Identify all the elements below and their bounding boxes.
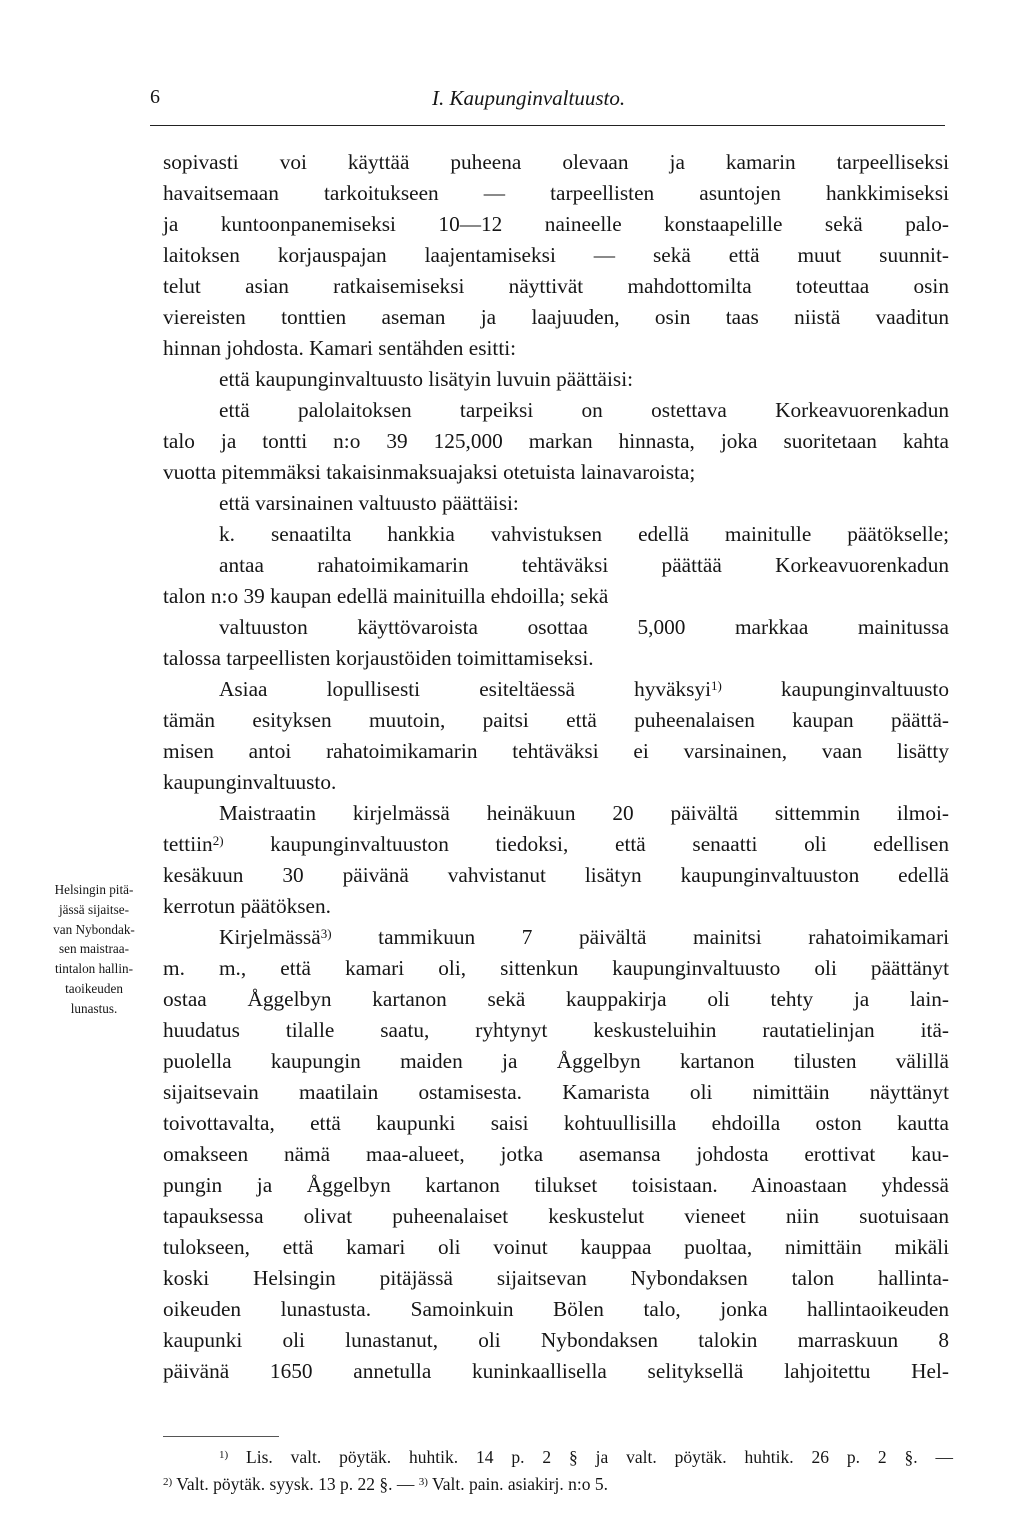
- text-segment: päivänä 1650 annetulla kuninkaallisella selityksellä lahjoitettu Hel-: [163, 1359, 949, 1383]
- margin-note-line: tintalon hallin-: [54, 961, 133, 977]
- text-line: [163, 457, 949, 488]
- footnote-marker: 3): [418, 1476, 428, 1488]
- text-segment: kaupunginvaltuusto: [721, 677, 949, 701]
- text-line: [163, 612, 949, 643]
- text-segment: antaa rahatoimikamarin tehtäväksi päättää Korkeavuorenkadun: [219, 553, 949, 577]
- text-segment: sijaitsevain maatilain ostamisesta. Kamarista oli nimittäin näyttänyt: [163, 1080, 949, 1104]
- text-segment: toivottavalta, että kaupunki saisi kohtuullisilla ehdoilla oston kautta: [163, 1111, 949, 1135]
- text-line: [163, 550, 949, 581]
- footnote-marker: 2): [163, 1476, 173, 1488]
- text-line: [163, 302, 949, 333]
- body-text: [163, 147, 949, 1387]
- text-line: [163, 736, 949, 767]
- text-segment: kaupunginvaltuusto.: [163, 770, 337, 794]
- text-segment: kesäkuun 30 päivänä vahvistanut lisätyn kaupunginvaltuuston edellä: [163, 863, 949, 887]
- text-segment: kaupunki oli lunastanut, oli Nybondaksen talokin marraskuun 8: [163, 1328, 949, 1352]
- text-line: [163, 1232, 949, 1263]
- margin-note-line: lunastus.: [70, 1000, 118, 1016]
- text-segment: talon n:o 39 kaupan edellä mainituilla ehdoilla; sekä: [163, 584, 609, 608]
- text-segment: että palolaitoksen tarpeiksi on ostettava Korkeavuorenkadun: [219, 398, 949, 422]
- text-line: [163, 984, 949, 1015]
- text-line: [163, 240, 949, 271]
- text-segment: havaitsemaan tarkoitukseen — tarpeellisten asuntojen hankkimiseksi: [163, 181, 949, 205]
- text-segment: talossa tarpeellisten korjaustöiden toimittamiseksi.: [163, 646, 594, 670]
- text-segment: pungin ja Åggelbyn kartanon tilukset toisistaan. Ainoastaan yhdessä: [163, 1173, 949, 1197]
- text-segment: talo ja tontti n:o 39 125,000 markan hinnasta, joka suoritetaan kahta: [163, 429, 949, 453]
- text-line: [163, 922, 949, 953]
- margin-note-line: sen maistraa-: [59, 941, 129, 957]
- text-segment: Asiaa lopullisesti esiteltäessä hyväksyi: [219, 677, 712, 701]
- text-line: [163, 1015, 949, 1046]
- text-segment: kaupunginvaltuuston tiedoksi, että senaatti oli edellisen: [223, 832, 949, 856]
- footnote-reference: 2): [212, 833, 224, 848]
- text-line: [163, 209, 949, 240]
- footnote-rule: [163, 1436, 279, 1437]
- text-line: [163, 271, 949, 302]
- text-line: [163, 581, 949, 612]
- text-line: [163, 488, 949, 519]
- text-line: [163, 767, 949, 798]
- footnote-marker: 1): [219, 1449, 229, 1461]
- text-segment: vuotta pitemmäksi takaisinmaksuajaksi otetuista lainavaroista;: [163, 460, 696, 484]
- running-title: I. Kaupunginvaltuusto.: [432, 86, 626, 110]
- text-segment: tettiin: [163, 832, 213, 856]
- text-segment: puolella kaupungin maiden ja Åggelbyn kartanon tilusten välillä: [163, 1049, 949, 1073]
- margin-note-line: jässä sijaitse-: [59, 901, 129, 917]
- footnote-text: Lis. valt. pöytäk. huhtik. 14 p. 2 § ja valt. pöytäk. huhtik. 26 p. 2 §. —: [228, 1447, 953, 1467]
- text-line: [163, 147, 949, 178]
- text-line: [163, 674, 949, 705]
- text-line: [163, 705, 949, 736]
- margin-note-line: Helsingin pitä-: [54, 882, 134, 897]
- text-segment: tämän esityksen muutoin, paitsi että puheenalaisen kaupan päättä-: [163, 708, 949, 732]
- text-segment: oikeuden lunastusta. Samoinkuin Bölen talo, jonka hallintaoikeuden: [163, 1297, 949, 1321]
- text-segment: telut asian ratkaisemiseksi näyttivät mahdottomilta toteuttaa osin: [163, 274, 949, 298]
- text-line: [163, 798, 949, 829]
- text-line: [163, 178, 949, 209]
- text-line: [163, 643, 949, 674]
- footnote-text: Valt. pöytäk. syysk. 13 p. 22 §. —: [172, 1474, 419, 1494]
- text-segment: kerrotun päätöksen.: [163, 894, 331, 918]
- text-segment: viereisten tonttien aseman ja laajuuden, osin taas niistä vaaditun: [163, 305, 949, 329]
- text-segment: tammikuun 7 päivältä mainitsi rahatoimikamari: [331, 925, 949, 949]
- footnote-reference: 3): [320, 926, 332, 941]
- footnote-line: [163, 1471, 953, 1498]
- footnote-text: Valt. pain. asiakirj. n:o 5.: [427, 1474, 608, 1494]
- text-line: [163, 860, 949, 891]
- text-line: [163, 1325, 949, 1356]
- page-header: [150, 86, 945, 116]
- text-line: [163, 829, 949, 860]
- margin-note-line: van Nybondak-: [53, 921, 135, 937]
- footnote-reference: 1): [711, 678, 722, 693]
- page-number: 6: [150, 86, 160, 108]
- text-segment: sopivasti voi käyttää puheena olevaan ja kamarin tarpeelliseksi: [163, 150, 949, 174]
- margin-note: [28, 880, 160, 1019]
- text-line: [163, 1077, 949, 1108]
- text-line: [163, 891, 949, 922]
- text-line: [163, 1201, 949, 1232]
- text-line: [163, 953, 949, 984]
- text-line: [163, 1263, 949, 1294]
- text-line: [163, 519, 949, 550]
- text-segment: ostaa Åggelbyn kartanon sekä kauppakirja oli tehty ja lain-: [163, 987, 949, 1011]
- text-line: [163, 1356, 949, 1387]
- text-line: [163, 1108, 949, 1139]
- text-segment: Kirjelmässä: [219, 925, 321, 949]
- text-line: [163, 1046, 949, 1077]
- text-segment: että varsinainen valtuusto päättäisi:: [219, 491, 519, 515]
- text-segment: hinnan johdosta. Kamari sentähden esitti:: [163, 336, 517, 360]
- text-segment: valtuuston käyttövaroista osottaa 5,000 markkaa mainitussa: [219, 615, 949, 639]
- text-segment: tulokseen, että kamari oli voinut kauppaa puoltaa, nimittäin mikäli: [163, 1235, 949, 1259]
- text-line: [163, 395, 949, 426]
- text-segment: koski Helsingin pitäjässä sijaitsevan Nybondaksen talon hallinta-: [163, 1266, 949, 1290]
- text-segment: tapauksessa olivat puheenalaiset keskustelut vieneet niin suotuisaan: [163, 1204, 949, 1228]
- text-segment: omakseen nämä maa-alueet, jotka asemansa johdosta erottivat kau-: [163, 1142, 949, 1166]
- text-line: [163, 333, 949, 364]
- text-line: [163, 1294, 949, 1325]
- header-rule: [150, 125, 945, 126]
- margin-note-line: taoikeuden: [65, 980, 123, 996]
- text-line: [163, 1139, 949, 1170]
- footnote-line: [163, 1444, 953, 1471]
- text-line: [163, 1170, 949, 1201]
- footnotes: [163, 1444, 953, 1498]
- text-segment: huudatus tilalle saatu, ryhtynyt keskusteluihin rautatielinjan itä-: [163, 1018, 949, 1042]
- text-segment: Maistraatin kirjelmässä heinäkuun 20 päivältä sittemmin ilmoi-: [219, 801, 949, 825]
- text-line: [163, 426, 949, 457]
- text-segment: ja kuntoonpanemiseksi 10—12 naineelle konstaapelille sekä palo-: [163, 212, 949, 236]
- text-line: [163, 364, 949, 395]
- text-segment: k. senaatilta hankkia vahvistuksen edellä mainitulle päätökselle;: [219, 522, 949, 546]
- text-segment: laitoksen korjauspajan laajentamiseksi — sekä että muut suunnit-: [163, 243, 949, 267]
- text-segment: m. m., että kamari oli, sittenkun kaupunginvaltuusto oli päättänyt: [163, 956, 949, 980]
- text-segment: misen antoi rahatoimikamarin tehtäväksi ei varsinainen, vaan lisätty: [163, 739, 949, 763]
- text-segment: että kaupunginvaltuusto lisätyin luvuin päättäisi:: [219, 367, 634, 391]
